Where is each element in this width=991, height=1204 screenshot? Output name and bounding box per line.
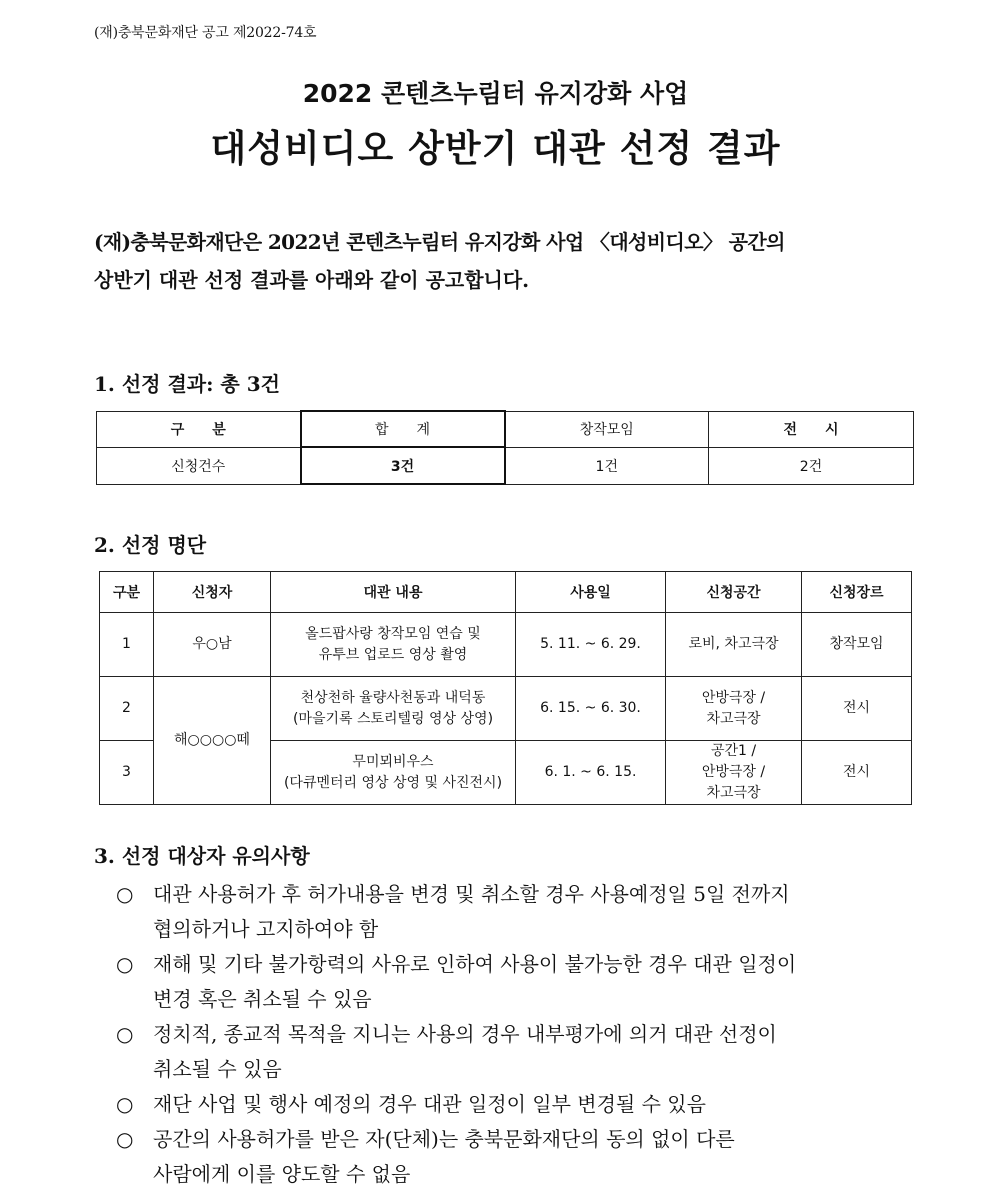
table-row [97, 447, 914, 484]
note-line: 재단 사업 및 행사 예정의 경우 대관 일정이 일부 변경될 수 있음 [153, 1092, 706, 1116]
note-line: 재해 및 기타 불가항력의 사유로 인하여 사용이 불가능한 경우 대관 일정이 [153, 952, 797, 976]
list-item [116, 1087, 906, 1122]
table-row [100, 613, 912, 677]
notice-number: (재)충북문화재단 공고 제2022-74호 [94, 25, 317, 41]
space-line: 안방극장 / [701, 764, 766, 780]
circle-bullet-icon: ○ [116, 1092, 134, 1116]
circle-bullet-icon: ○ [116, 1022, 134, 1046]
table-header-row [100, 572, 912, 613]
space-line: 차고극장 [706, 710, 761, 727]
intro-paragraph [94, 223, 904, 299]
notes-list [116, 877, 906, 1192]
note-line: 변경 혹은 취소될 수 있음 [153, 987, 372, 1011]
list-item [116, 877, 906, 947]
header-exhibition: 전 시 [709, 411, 914, 447]
list-item [116, 947, 906, 1017]
header-genre: 신청장르 [802, 572, 912, 613]
cell-space: 로비, 차고극장 [666, 613, 802, 677]
table-row [100, 677, 912, 741]
content-line: 유투브 업로드 영상 촬영 [318, 646, 468, 663]
section3-heading: 3. 선정 대상자 유의사항 [94, 844, 310, 868]
cell-genre: 전시 [802, 677, 912, 741]
cell-exhibition: 2건 [709, 447, 914, 484]
cell-no: 2 [100, 677, 154, 741]
note-line: 사람에게 이를 양도할 수 없음 [153, 1162, 411, 1186]
header-date: 사용일 [516, 572, 666, 613]
circle-bullet-icon: ○ [116, 882, 134, 906]
list-item [116, 1122, 906, 1192]
cell-creative: 1건 [505, 447, 709, 484]
content-line: 무미뫼비우스 [352, 753, 434, 770]
content-line: 천상천하 율량사천동과 내덕동 [300, 689, 486, 706]
header-no: 구분 [100, 572, 154, 613]
cell-date: 6. 15. ~ 6. 30. [516, 677, 666, 741]
cell-no: 3 [100, 741, 154, 805]
cell-applicant: 해○○○○떼 [154, 677, 271, 805]
note-line: 정치적, 종교적 목적을 지니는 사용의 경우 내부평가에 의거 대관 선정이 [153, 1022, 777, 1046]
intro-line: 상반기 대관 선정 결과를 아래와 같이 공고합니다. [94, 268, 530, 292]
cell-genre: 전시 [802, 741, 912, 805]
cell-content [271, 677, 516, 741]
content-line: 올드팝사랑 창작모임 연습 및 [305, 625, 481, 642]
content-line: (다큐멘터리 영상 상영 및 사진전시) [283, 774, 503, 791]
cell-no: 1 [100, 613, 154, 677]
document-title: 대성비디오 상반기 대관 선정 결과 [210, 127, 781, 170]
cell-genre: 창작모임 [802, 613, 912, 677]
note-line: 협의하거나 고지하여야 함 [153, 917, 379, 941]
cell-date: 6. 1. ~ 6. 15. [516, 741, 666, 805]
cell-space [666, 741, 802, 805]
note-line: 공간의 사용허가를 받은 자(단체)는 충북문화재단의 동의 없이 다른 [153, 1127, 735, 1151]
table-header-row [97, 411, 914, 447]
space-line: 안방극장 / [701, 689, 766, 706]
cell-content [271, 613, 516, 677]
header-space: 신청공간 [666, 572, 802, 613]
header-creative: 창작모임 [505, 411, 709, 447]
cell-label: 신청건수 [97, 447, 301, 484]
space-line: 차고극장 [706, 785, 761, 801]
note-line: 취소될 수 있음 [153, 1057, 282, 1081]
summary-table [96, 410, 914, 485]
section2-heading: 2. 선정 명단 [94, 533, 207, 557]
cell-date: 5. 11. ~ 6. 29. [516, 613, 666, 677]
note-line: 대관 사용허가 후 허가내용을 변경 및 취소할 경우 사용예정일 5일 전까지 [153, 882, 790, 906]
header-total: 합 계 [301, 411, 505, 447]
header-content: 대관 내용 [271, 572, 516, 613]
intro-line: (재)충북문화재단은 2022년 콘텐츠누림터 유지강화 사업 〈대성비디오〉 공간의 [94, 230, 785, 254]
circle-bullet-icon: ○ [116, 1127, 134, 1151]
header-category: 구 분 [97, 411, 301, 447]
cell-applicant: 우○남 [154, 613, 271, 677]
cell-total: 3건 [301, 447, 505, 484]
cell-content [271, 741, 516, 805]
selection-list-table [99, 571, 912, 805]
header-applicant: 신청자 [154, 572, 271, 613]
section1-heading: 1. 선정 결과: 총 3건 [94, 372, 280, 396]
content-line: (마을기록 스토리텔링 영상 상영) [292, 710, 494, 727]
document-subtitle: 2022 콘텐츠누림터 유지강화 사업 [302, 79, 689, 108]
circle-bullet-icon: ○ [116, 952, 134, 976]
space-line: 공간1 / [710, 743, 757, 759]
list-item [116, 1017, 906, 1087]
cell-space [666, 677, 802, 741]
